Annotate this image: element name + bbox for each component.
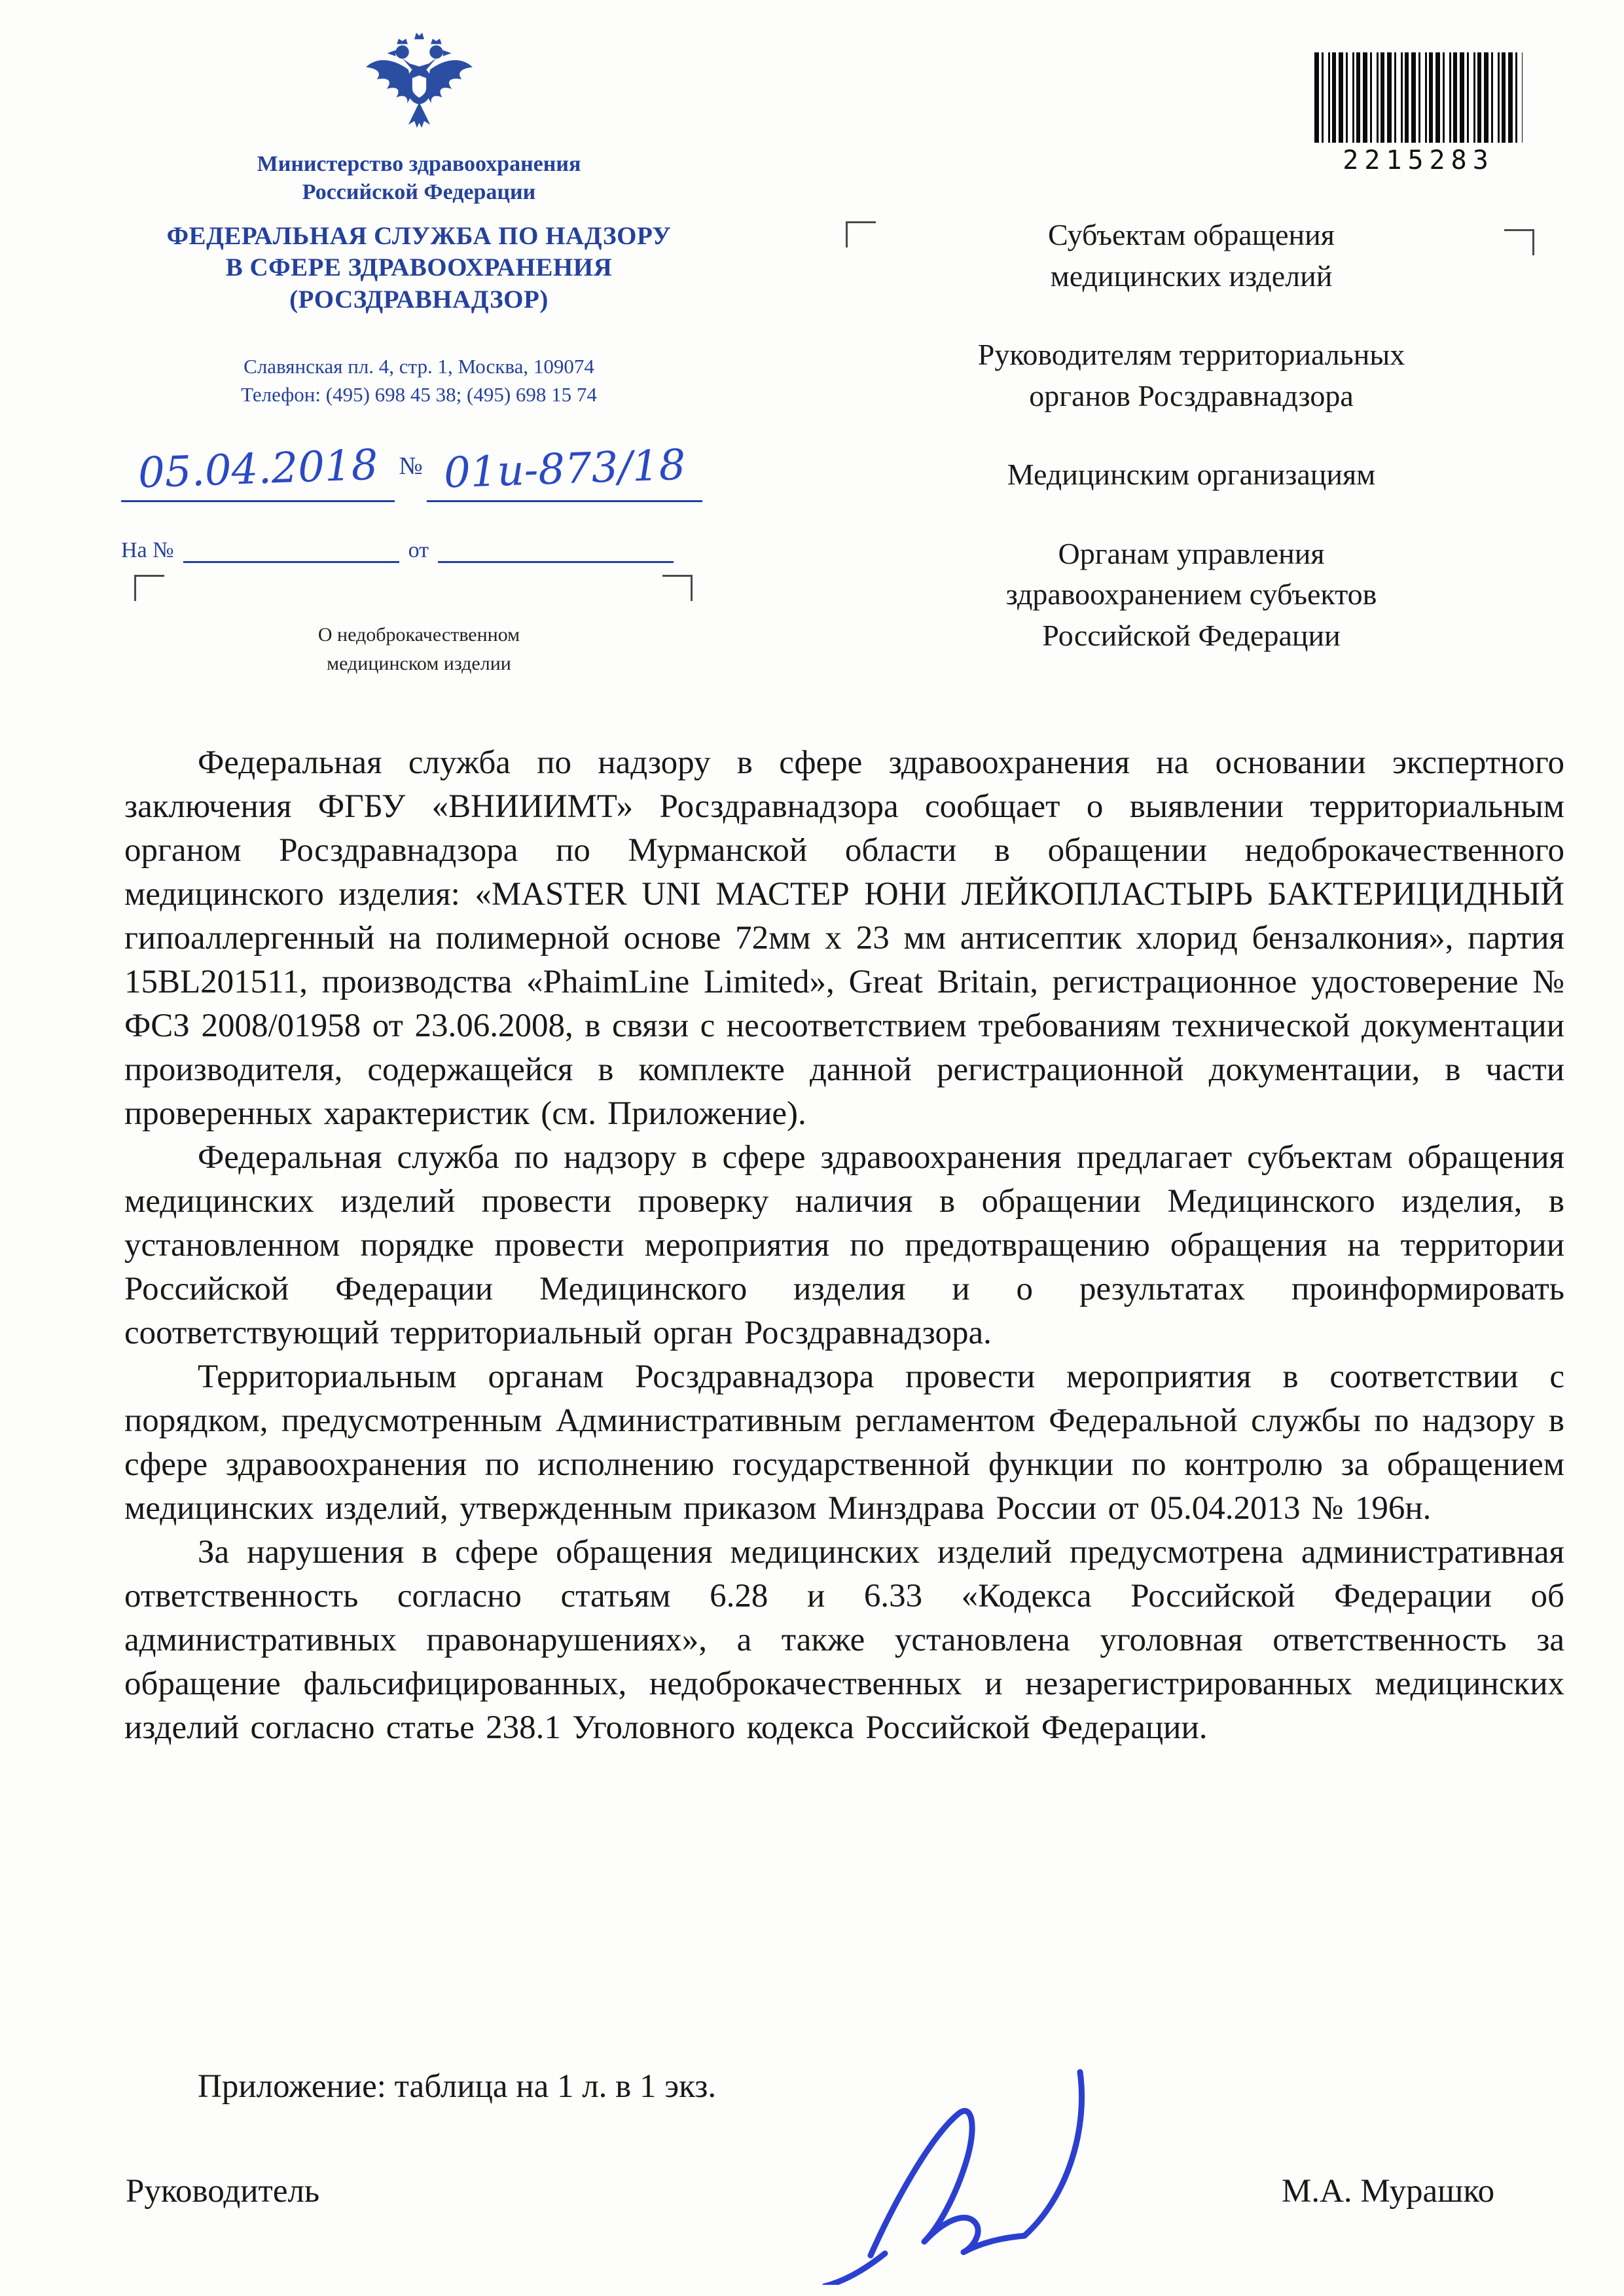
- body-paragraph-4: За нарушения в сфере обращения медицинских изделий предусмотрена административная ответственность согласно статьям 6.28 и 6.33 «Кодекса Российской Федерации об административных правонарушениях», а также установлена уголовная ответственность за обращение фальсифицированных, недоброкачественных и незарегистрированных медицинских изделий согласно статье 238.1 Уголовного кодекса Российской Федерации.: [124, 1534, 1564, 1746]
- corner-mark: [134, 575, 164, 601]
- corner-mark: [846, 221, 876, 247]
- ministry-name-line1: Министерство здравоохранения: [257, 152, 581, 176]
- registration-date-field: [121, 441, 395, 502]
- letterhead-phone: Телефон: (495) 698 45 38; (495) 698 15 74: [241, 383, 597, 407]
- reply-number-blank: [183, 539, 399, 563]
- letterhead-address: Славянская пл. 4, стр. 1, Москва, 109074: [244, 355, 594, 378]
- attachment-line: Приложение: таблица на 1 л. в 1 экз.: [198, 2068, 717, 2105]
- registration-number-field: [427, 441, 702, 502]
- ot-label: от: [408, 538, 429, 562]
- coat-of-arms-emblem: [359, 27, 480, 140]
- addressee-item: Органам управления здравоохранением субъектов Российской Федерации: [1005, 536, 1377, 652]
- corner-mark: [1504, 229, 1534, 255]
- letter-body: [124, 741, 1564, 1750]
- addressee-item: Субъектам обращения медицинских изделий: [1048, 218, 1335, 293]
- letterhead: [98, 27, 740, 409]
- handwritten-date: 05.04.2018: [137, 441, 379, 498]
- barcode-bars: [1314, 52, 1523, 143]
- reply-date-blank: [438, 539, 674, 563]
- body-paragraph-2: Федеральная служба по надзору в сфере здравоохранения предлагает субъектам обращения медицинских изделий провести проверку наличия в обращении Медицинского изделия, в установленном порядке провести мероприятия по предотвращению обращения на территории Российской Федерации Медицинского изделия и о результатах проинформировать соответствующий территориальный орган Росздравнадзора.: [124, 1139, 1564, 1351]
- na-no-label: На №: [121, 538, 174, 562]
- service-name-line3: (РОСЗДРАВНАДЗОР): [289, 285, 549, 314]
- barcode-number: 2215283: [1343, 145, 1494, 175]
- service-name-line2: В СФЕРЕ ЗДРАВООХРАНЕНИЯ: [225, 253, 613, 282]
- signer-name: М.А. Мурашко: [1282, 2173, 1495, 2210]
- service-name-line1: ФЕДЕРАЛЬНАЯ СЛУЖБА ПО НАДЗОРУ: [166, 222, 672, 250]
- corner-mark: [662, 575, 693, 601]
- handwritten-number: 01и-873/18: [442, 441, 687, 498]
- number-sign: №: [399, 452, 423, 480]
- handwritten-signature: [805, 2036, 1172, 2285]
- addressee-item: Медицинским организациям: [1007, 458, 1376, 492]
- registration-line: [121, 441, 749, 502]
- letter-subject: О недоброкачественном медицинском изделии: [317, 624, 520, 674]
- addressee-block: [969, 215, 1414, 656]
- barcode: [1314, 52, 1523, 175]
- addressee-item: Руководителям территориальных органов Росздравнадзора: [977, 338, 1405, 412]
- ministry-name-line2: Российской Федерации: [302, 179, 536, 204]
- signer-title: Руководитель: [126, 2173, 320, 2210]
- body-paragraph-3: Территориальным органам Росздравнадзора провести мероприятия в соответствии с порядком, предусмотренным Административным регламентом Федеральной службы по надзору в сфере здравоохранения по исполнению государственной функции по контролю за обращением медицинских изделий, утвержденным приказом Минздрава России от 05.04.2013 № 196н.: [124, 1358, 1564, 1527]
- body-paragraph-1: Федеральная служба по надзору в сфере здравоохранения на основании экспертного заключения ФГБУ «ВНИИИМТ» Росздравнадзора сообщает о выявлении территориальным органом Росздравнадзора по Мурманской области в обращении недоброкачественного медицинского изделия: «MASTER UNI МАСТЕР ЮНИ ЛЕЙКОПЛАСТЫРЬ БАКТЕРИЦИДНЫЙ гипоаллергенный на полимерной основе 72мм х 23 мм антисептик хлорид бензалкония», партия 15BL201511, производства «PhaimLine Limited», Great Britain, регистрационное удостоверение № ФСЗ 2008/01958 от 23.06.2008, в связи с несоответствием требованиям технической документации производителя, содержащейся в комплекте данной регистрационной документации, в части проверенных характеристик (см. Приложение).: [124, 744, 1564, 1132]
- reply-to-line: [121, 538, 683, 563]
